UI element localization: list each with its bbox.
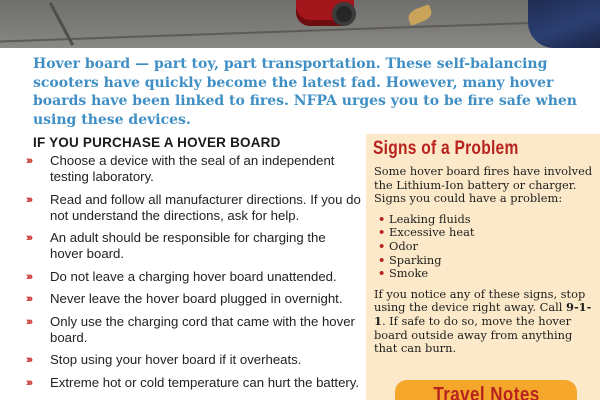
- list-item-text: An adult should be responsible for charging the hover board.: [50, 230, 326, 261]
- signs-heading: Signs of a Problem: [373, 138, 519, 159]
- intro-paragraph: Hover board — part toy, part transportation. These self-balancing scooters have quickly become the latest fad. However, many hover boards have been linked to fires. NFPA urges you to be fire safe when using these devices.: [33, 56, 577, 128]
- list-item: [16, 230, 361, 262]
- list-item: [16, 153, 361, 185]
- chevron-icon: ›››: [26, 155, 31, 167]
- emergency-number: 9-1-1: [374, 300, 592, 328]
- advice-text-continued: . If safe to do so, move the hover board outside away from anything that can burn.: [374, 313, 573, 356]
- list-item-text: Read and follow all manufacturer directions. If you do not understand the directions, ask for help.: [50, 191, 361, 223]
- list-item-text: Sparking: [389, 252, 442, 267]
- list-item: [16, 375, 361, 391]
- signs-intro: Some hover board fires have involved the Lithium-Ion battery or charger. Signs you could have a problem:: [374, 164, 593, 206]
- travel-notes-label: Travel Notes: [432, 384, 540, 400]
- chevron-icon: ›››: [26, 270, 31, 283]
- advice-text: If you notice any of these signs, stop using the device right away. Call: [374, 286, 586, 315]
- list-item-text: Never leave the hover board plugged in overnight.: [50, 291, 343, 306]
- list-item: [378, 240, 594, 254]
- list-item: [16, 352, 361, 368]
- signs-advice: [374, 288, 594, 356]
- purchase-section: [16, 134, 361, 397]
- list-item: [378, 254, 594, 268]
- list-item: [16, 192, 361, 224]
- list-item: [16, 269, 361, 285]
- chevron-icon: ›››: [26, 293, 31, 305]
- bullet-icon: •: [378, 225, 386, 240]
- purchase-list: [16, 153, 361, 391]
- travel-notes-banner: [395, 380, 577, 400]
- signs-body: [374, 165, 594, 356]
- list-item: [378, 267, 594, 281]
- intro-section: [0, 48, 600, 134]
- chevron-icon: ›››: [26, 315, 31, 328]
- signs-sidebar: [366, 134, 600, 400]
- hoverboard-photo: [0, 0, 600, 48]
- list-item-text: Extreme hot or cold temperature can hurt the battery.: [50, 374, 360, 390]
- list-item: [16, 314, 361, 346]
- list-item: [16, 291, 361, 307]
- purchase-heading: IF YOU PURCHASE A HOVER BOARD: [33, 135, 281, 150]
- chevron-icon: ›››: [26, 376, 31, 389]
- list-item-text: Do not leave a charging hover board unattended.: [50, 268, 337, 284]
- list-item-text: Only use the charging cord that came with the hover board.: [50, 313, 355, 345]
- list-item-text: Excessive heat: [389, 225, 475, 240]
- chevron-icon: ›››: [26, 354, 31, 366]
- bullet-icon: •: [378, 238, 386, 253]
- hoverboard-wheel: [332, 2, 356, 26]
- rider-shoe-image: [528, 0, 600, 48]
- list-item: [378, 213, 594, 227]
- bullet-icon: •: [378, 252, 386, 267]
- list-item-text: Stop using your hover board if it overheats.: [50, 352, 302, 367]
- bullet-icon: •: [378, 266, 386, 281]
- list-item: [378, 226, 594, 240]
- leaf-image: [406, 4, 433, 25]
- chevron-icon: ›››: [26, 232, 31, 244]
- list-item-text: Choose a device with the seal of an independent testing laboratory.: [50, 153, 335, 184]
- signs-list: [378, 213, 594, 281]
- list-item-text: Leaking fluids: [389, 211, 471, 226]
- list-item-text: Smoke: [389, 266, 429, 281]
- pavement-line: [0, 20, 600, 43]
- chevron-icon: ›››: [26, 193, 31, 206]
- list-item-text: Odor: [389, 238, 418, 253]
- bullet-icon: •: [378, 211, 386, 226]
